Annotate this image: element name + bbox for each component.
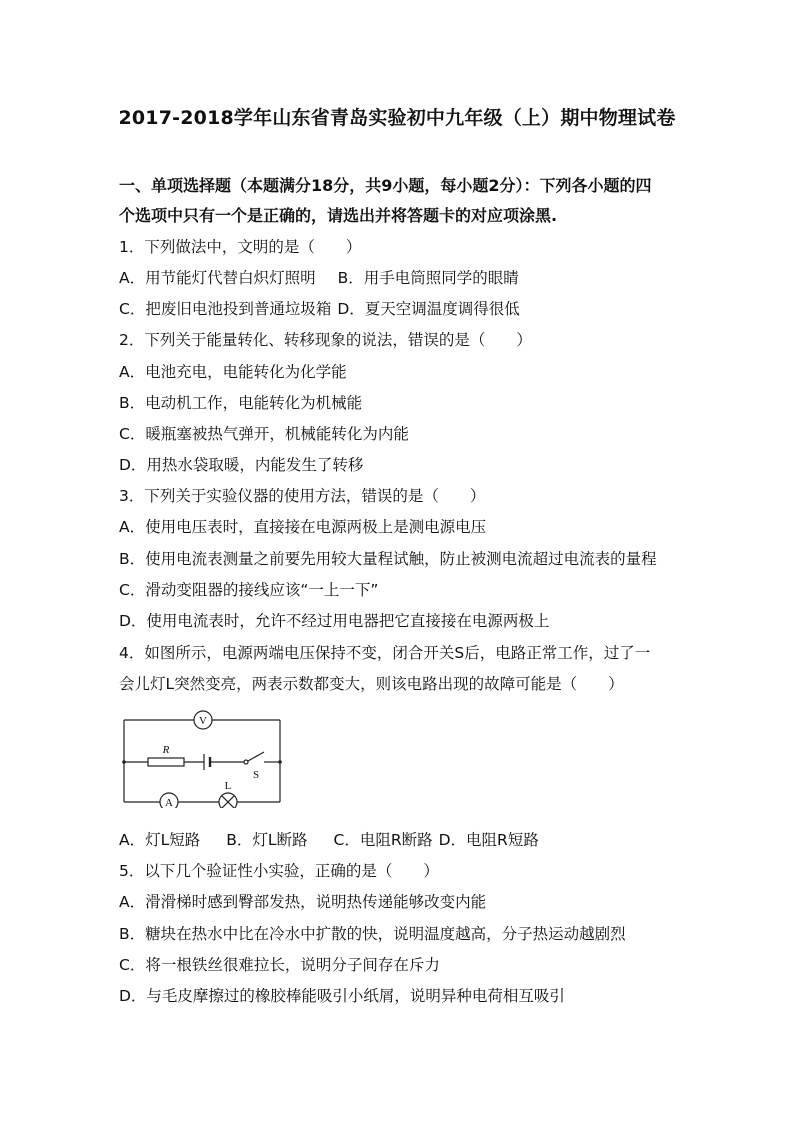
circuit-diagram	[118, 708, 288, 808]
q3-option-d[interactable]: D．使用电流表时，允许不经过用电器把它直接接在电源两极上	[119, 612, 550, 630]
q2-stem: 2．下列关于能量转化、转移现象的说法，错误的是（ ）	[119, 331, 532, 349]
resistor	[148, 758, 184, 766]
junction-right	[278, 760, 282, 764]
resistor-label: R	[162, 744, 170, 756]
q2-option-c[interactable]: C．暖瓶塞被热气弹开，机械能转化为内能	[119, 425, 409, 443]
q4-option-c[interactable]: C．电阻R断路	[333, 831, 433, 849]
q5-option-a[interactable]: A．滑滑梯时感到臀部发热，说明热传递能够改变内能	[119, 893, 487, 911]
switch-label: S	[252, 769, 260, 781]
q1-option-a[interactable]: A．用节能灯代替白炽灯照明	[119, 269, 316, 287]
q5-option-b[interactable]: B．糖块在热水中比在冷水中扩散的快，说明温度越高，分子热运动越剧烈	[119, 925, 626, 943]
q4-stem-line1: 4．如图所示，电源两端电压保持不变，闭合开关S后，电路正常工作，过了一	[119, 644, 651, 662]
q4-stem-line2: 会儿灯L突然变亮，两表示数都变大，则该电路出现的故障可能是（ ）	[119, 675, 624, 693]
switch-contact	[244, 760, 248, 764]
ammeter-label: A	[165, 797, 173, 808]
q5-stem: 5．以下几个验证性小实验，正确的是（ ）	[119, 862, 439, 880]
q4-option-a[interactable]: A．灯L短路	[119, 831, 201, 849]
junction-left	[122, 760, 126, 764]
q2-option-a[interactable]: A．电池充电，电能转化为化学能	[119, 363, 347, 381]
q1-options-row2	[119, 299, 520, 319]
page-title: 2017-2018学年山东省青岛实验初中九年级（上）期中物理试卷	[118, 107, 676, 129]
section-heading-line2: 个选项中只有一个是正确的，请选出并将答题卡的对应项涂黑.	[119, 206, 558, 225]
q4-option-b[interactable]: B．灯L断路	[226, 831, 308, 849]
q4-option-d[interactable]: D．电阻R短路	[438, 831, 539, 849]
q5-option-d[interactable]: D．与毛皮摩擦过的橡胶棒能吸引小纸屑，说明异种电荷相互吸引	[119, 987, 565, 1005]
q2-option-d[interactable]: D．用热水袋取暖，内能发生了转移	[119, 456, 364, 474]
q3-stem: 3．下列关于实验仪器的使用方法，错误的是（ ）	[119, 487, 486, 505]
q3-option-c[interactable]: C．滑动变阻器的接线应该“一上一下”	[119, 581, 379, 599]
q1-options-row1	[119, 268, 519, 288]
q3-option-b[interactable]: B．使用电流表测量之前要先用较大量程试触，防止被测电流超过电流表的量程	[119, 550, 657, 568]
q2-option-b[interactable]: B．电动机工作，电能转化为机械能	[119, 394, 363, 412]
section-heading-line1: 一、单项选择题（本题满分18分，共9小题，每小题2分）：下列各小题的四	[119, 176, 652, 195]
q5-option-c[interactable]: C．将一根铁丝很难拉长，说明分子间存在斥力	[119, 956, 440, 974]
q1-option-d[interactable]: D．夏天空调温度调得很低	[337, 300, 520, 318]
lamp-circle	[219, 793, 237, 808]
voltmeter-label: V	[199, 715, 207, 727]
lamp-label: L	[224, 780, 232, 792]
q3-option-a[interactable]: A．使用电压表时，直接接在电源两极上是测电源电压	[119, 518, 487, 536]
q1-stem: 1．下列做法中，文明的是（ ）	[119, 238, 362, 256]
q4-options-row	[119, 830, 539, 850]
switch-blade	[248, 752, 264, 761]
q1-option-b[interactable]: B．用手电筒照同学的眼睛	[337, 269, 519, 287]
q1-option-c[interactable]: C．把废旧电池投到普通垃圾箱	[119, 300, 332, 318]
